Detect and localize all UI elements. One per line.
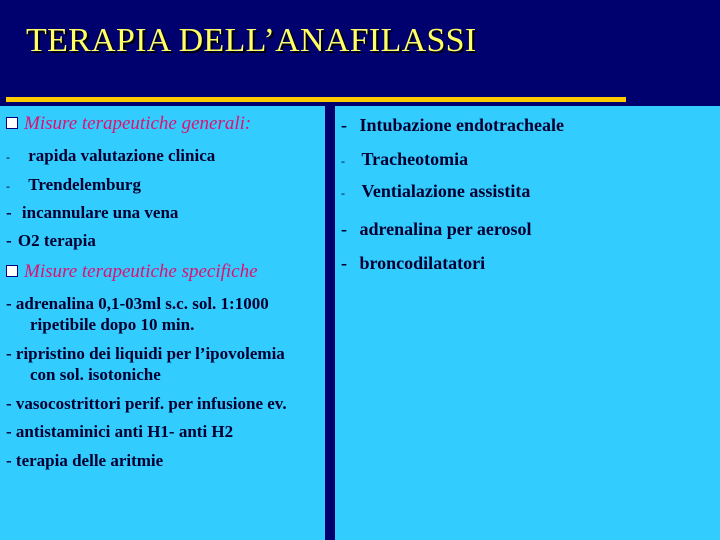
specific-measures-header: Misure terapeutiche specifiche: [6, 262, 258, 282]
list-item: - adrenalina 0,1-03ml s.c. sol. 1:1000: [6, 294, 269, 313]
list-item-continuation: con sol. isotoniche: [30, 365, 161, 384]
list-item: - broncodilatatori: [341, 253, 486, 273]
list-item-continuation: ripetibile dopo 10 min.: [30, 315, 195, 334]
list-item: - terapia delle aritmie: [6, 451, 164, 470]
list-item: - ripristino dei liquidi per l’ipovolemia: [6, 344, 285, 363]
list-item: - Intubazione endotracheale: [341, 115, 564, 135]
right-panel: [335, 106, 720, 540]
list-item: - antistaminici anti H1- anti H2: [6, 422, 234, 441]
list-item: - Tracheotomia: [341, 149, 469, 169]
list-item: - rapida valutazione clinica: [6, 146, 216, 165]
slide-title: TERAPIA DELL’ANAFILASSI: [26, 22, 477, 59]
list-item: - adrenalina per aerosol: [341, 219, 532, 239]
square-bullet-icon: [6, 265, 18, 277]
list-item: - O2 terapia: [6, 231, 96, 250]
list-item: - incannulare una vena: [6, 203, 179, 222]
list-item: - Ventialazione assistita: [341, 181, 531, 201]
list-item: - vasocostrittori perif. per infusione ev.: [6, 394, 287, 413]
list-item: - Trendelemburg: [6, 175, 141, 194]
square-bullet-icon: [6, 117, 18, 129]
left-panel: [0, 106, 325, 540]
title-underline: [6, 97, 626, 102]
general-measures-header: Misure terapeutiche generali:: [6, 114, 251, 134]
